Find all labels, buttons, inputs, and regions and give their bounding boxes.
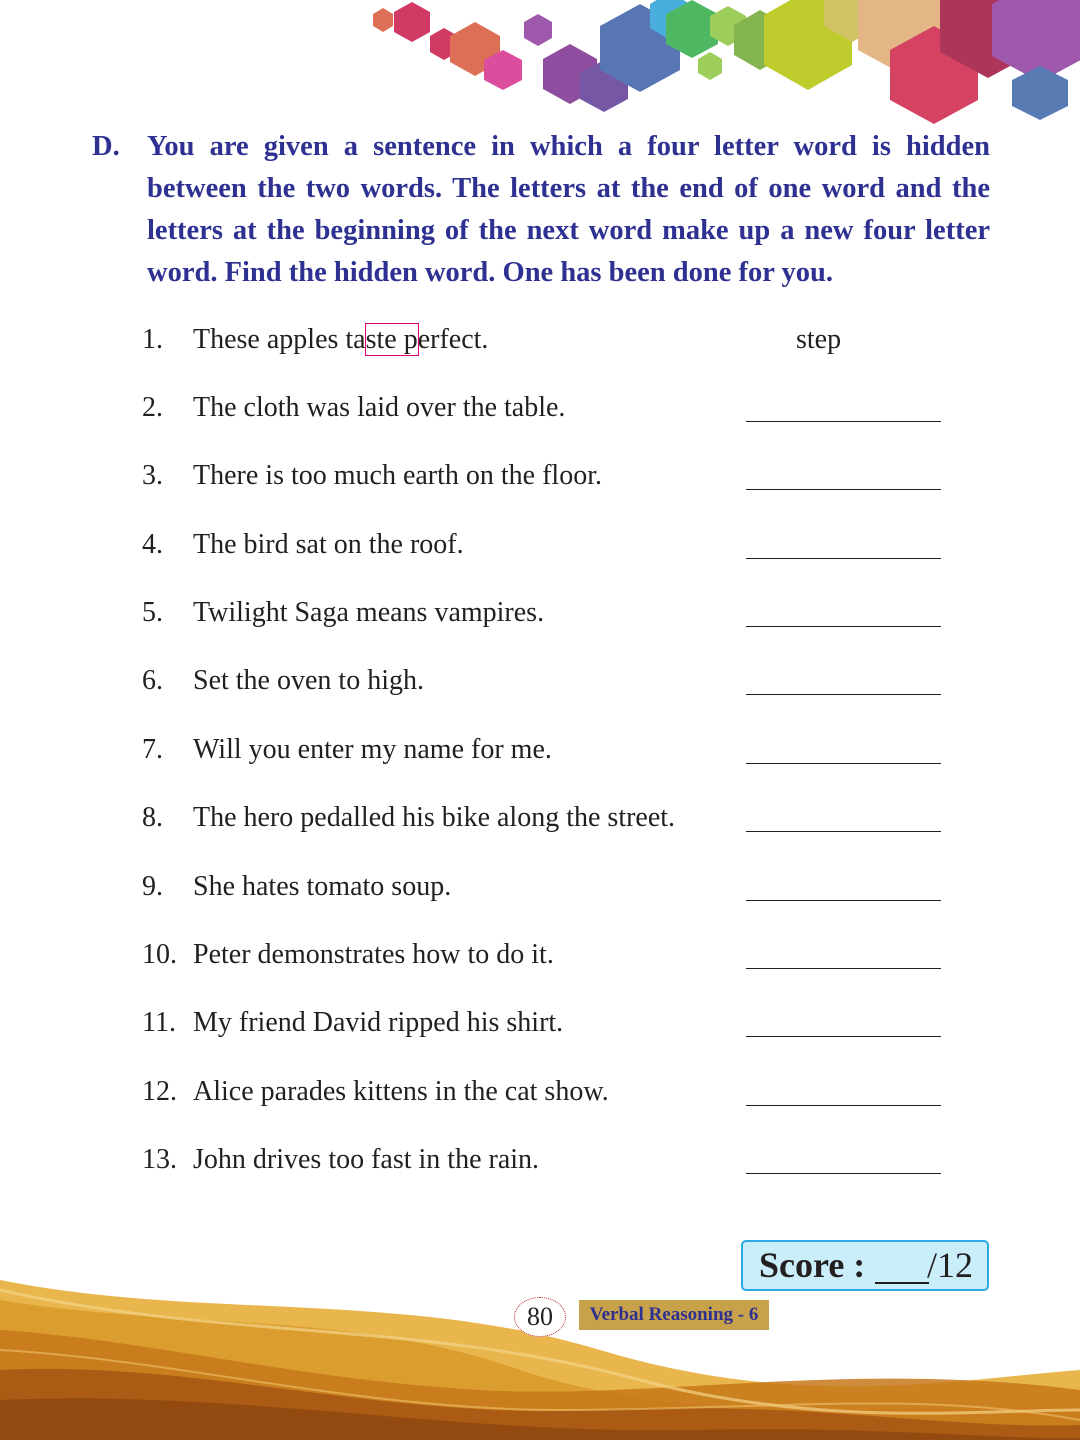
question-number: 13. — [142, 1144, 177, 1175]
question-number: 9. — [142, 871, 163, 902]
question-number: 2. — [142, 392, 163, 423]
question-row — [0, 1140, 1080, 1180]
hexagon-decoration — [0, 0, 1080, 130]
question-text: Peter demonstrates how to do it. — [193, 939, 554, 970]
instruction-text: You are given a sentence in which a four letter word is hidden between the two words. The letters at the end of one word and the letters at the beginning of the next word make up a new four letter word. Find the hidden word. One has been done for you. — [147, 131, 990, 288]
text-before: These apples ta — [193, 324, 366, 355]
question-text: John drives too fast in the rain. — [193, 1144, 540, 1175]
example-question — [0, 320, 1080, 360]
question-number: 5. — [142, 597, 163, 628]
answer-blank[interactable] — [746, 763, 941, 764]
hexagon-shape — [698, 52, 722, 80]
answer-blank[interactable] — [746, 831, 941, 832]
question-row — [0, 661, 1080, 701]
question-text: Twilight Saga means vampires. — [193, 597, 545, 628]
answer-blank[interactable] — [746, 968, 941, 969]
question-row — [0, 935, 1080, 975]
question-row — [0, 798, 1080, 838]
section-letter: D. — [92, 131, 120, 162]
question-number: 4. — [142, 529, 163, 560]
question-row — [0, 456, 1080, 496]
question-row — [0, 867, 1080, 907]
question-number: 8. — [142, 802, 163, 833]
question-number: 12. — [142, 1076, 177, 1107]
question-text: There is too much earth on the floor. — [193, 460, 602, 491]
hexagon-shape — [1012, 66, 1068, 120]
question-text: She hates tomato soup. — [193, 871, 452, 902]
question-row — [0, 525, 1080, 565]
question-text: Will you enter my name for me. — [193, 734, 552, 765]
answer-blank[interactable] — [746, 1173, 941, 1174]
question-number: 1. — [142, 324, 163, 355]
answer-blank[interactable] — [746, 694, 941, 695]
hexagon-shape — [394, 2, 430, 42]
question-text: Set the oven to high. — [193, 665, 424, 696]
question-text: My friend David ripped his shirt. — [193, 1007, 564, 1038]
question-text: The bird sat on the roof. — [193, 529, 464, 560]
question-row — [0, 388, 1080, 428]
answer-blank[interactable] — [746, 558, 941, 559]
score-total: /12 — [927, 1245, 974, 1285]
score-blank[interactable] — [875, 1282, 929, 1284]
text-after: erfect. — [417, 324, 489, 355]
answer-blank[interactable] — [746, 489, 941, 490]
question-text: The cloth was laid over the table. — [193, 392, 566, 423]
question-number: 10. — [142, 939, 177, 970]
question-row — [0, 1072, 1080, 1112]
hexagon-shape — [373, 8, 393, 32]
question-text: The hero pedalled his bike along the street. — [193, 802, 676, 833]
question-row — [0, 593, 1080, 633]
answer-blank[interactable] — [746, 1036, 941, 1037]
question-row — [0, 1003, 1080, 1043]
instruction — [92, 126, 990, 294]
question-row — [0, 730, 1080, 770]
question-text — [193, 320, 488, 360]
hexagon-shape — [524, 14, 552, 46]
answer-blank[interactable] — [746, 900, 941, 901]
example-answer: step — [796, 324, 842, 355]
question-number: 3. — [142, 460, 163, 491]
score-label: Score : — [759, 1245, 866, 1285]
question-number: 6. — [142, 665, 163, 696]
hidden-word-highlight: ste p — [365, 324, 418, 355]
question-number: 11. — [142, 1007, 176, 1038]
answer-blank[interactable] — [746, 626, 941, 627]
score-box — [741, 1240, 989, 1291]
answer-blank[interactable] — [746, 1105, 941, 1106]
question-text: Alice parades kittens in the cat show. — [193, 1076, 609, 1107]
book-title: Verbal Reasoning - 6 — [579, 1300, 769, 1330]
page-number: 80 — [514, 1297, 566, 1337]
question-number: 7. — [142, 734, 163, 765]
answer-blank[interactable] — [746, 421, 941, 422]
